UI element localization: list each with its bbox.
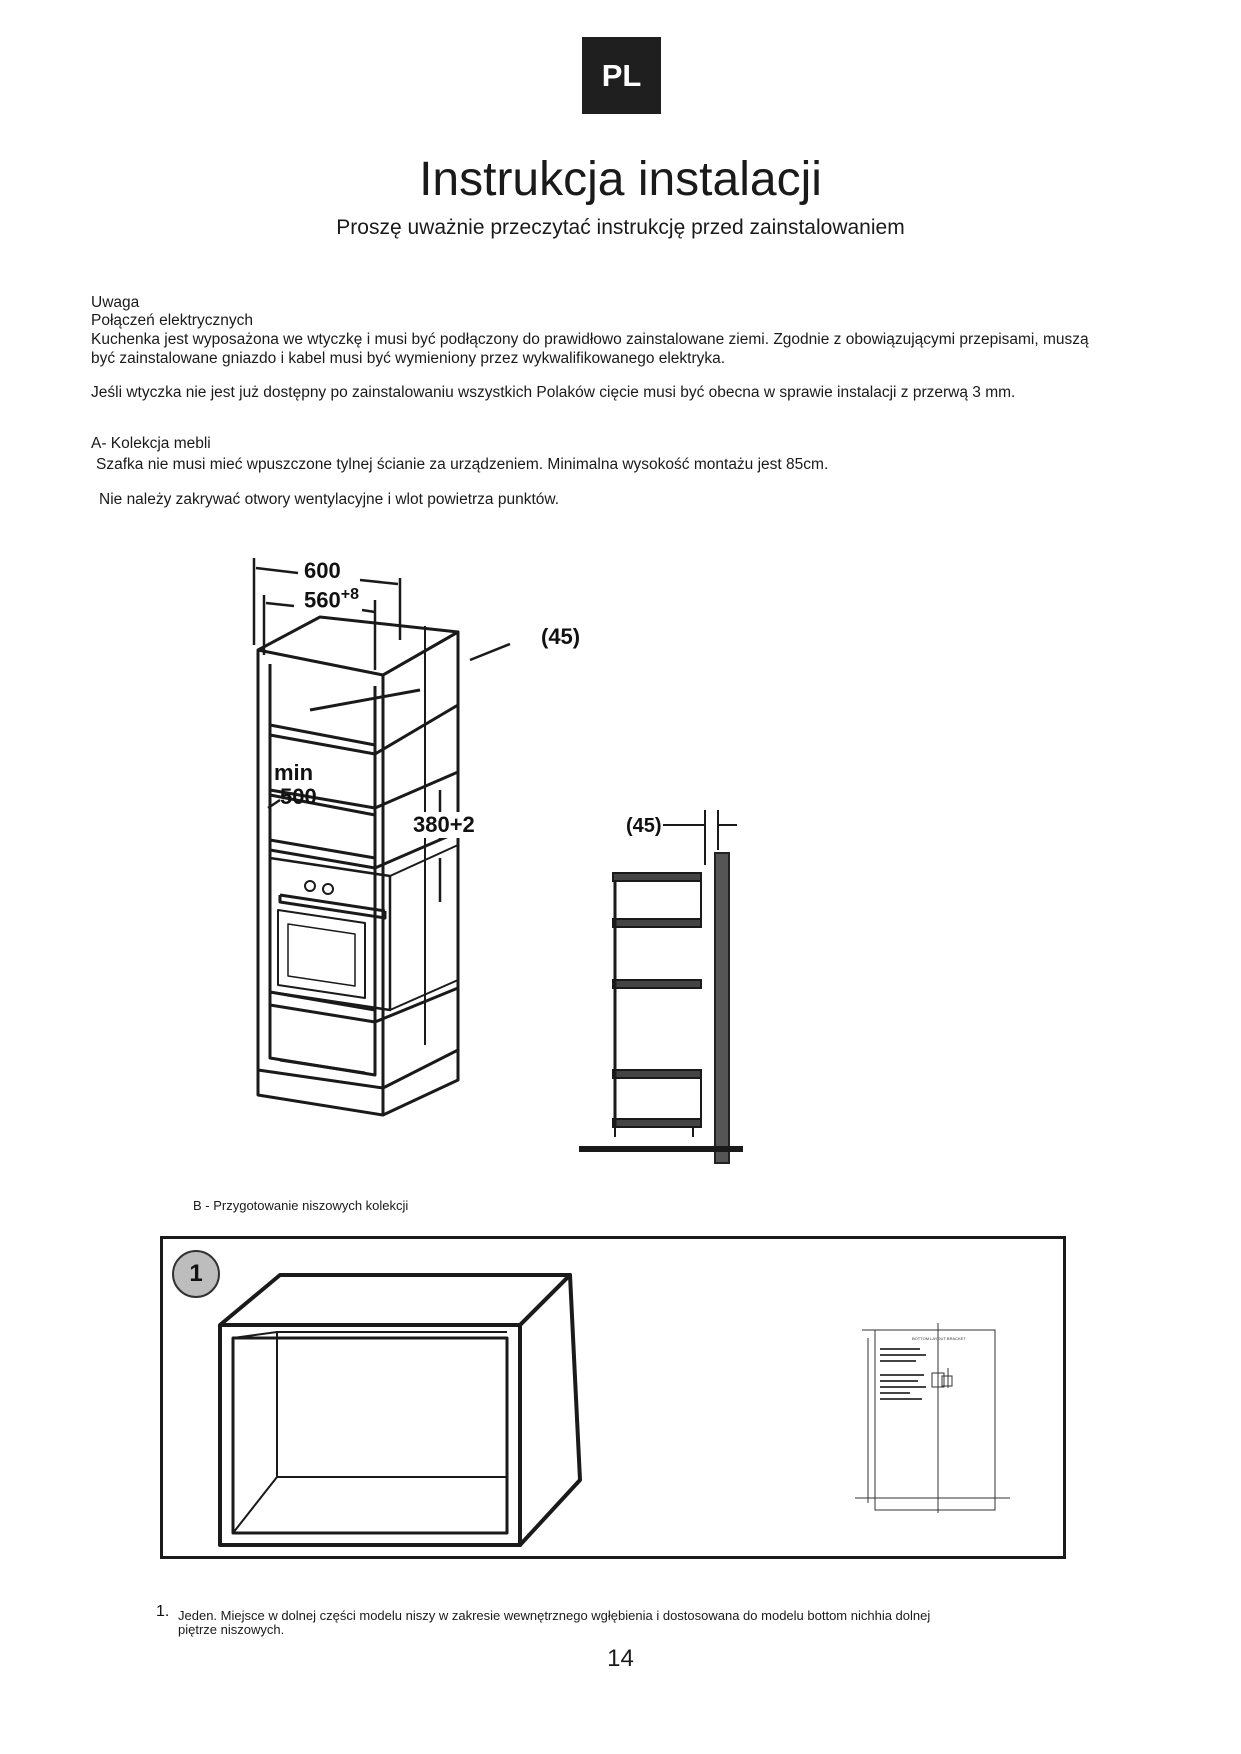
dim-gap-45-top: (45): [541, 624, 581, 649]
notice-subheading: Połączeń elektrycznych: [91, 312, 253, 329]
language-badge: PL: [582, 37, 661, 114]
notice-paragraph-1-line-2: być zainstalowane gniazdo i kabel musi być wymieniony przez wykwalifikowanego elektryka.: [91, 350, 726, 367]
footnote-text: [178, 1609, 1078, 1637]
footnote-line-2: piętrze niszowych.: [178, 1622, 285, 1637]
step-number-badge: 1: [172, 1250, 220, 1298]
footnote-number: 1.: [156, 1603, 170, 1620]
notice-paragraph-1-line-1: Kuchenka jest wyposażona we wtyczkę i musi być podłączony do prawidłowo zainstalowane ziemi. Zgodnie z obowiązującymi przepisami, muszą: [91, 331, 1089, 348]
section-a-line-2: Nie należy zakrywać otwory wentylacyjne i wlot powietrza punktów.: [99, 491, 560, 508]
section-a-line-1: Szafka nie musi mieć wpuszczone tylnej ścianie za urządzeniem. Minimalna wysokość montażu jest 85cm.: [96, 456, 829, 473]
notice-heading: Uwaga: [91, 294, 140, 311]
dim-min-value: 500: [280, 784, 317, 809]
dim-inner-width-tolerance: +8: [340, 586, 359, 603]
side-view-diagram: [575, 805, 745, 1165]
dim-min-label: min: [274, 760, 314, 785]
bracket-technical-thumbnail: [850, 1318, 1010, 1518]
footnote-line-1: Jeden. Miejsce w dolnej części modelu niszy w zakresie wewnętrznego wgłębienia i dostosowana do modelu bottom nichhia dolnej: [178, 1608, 931, 1623]
page-subtitle: Proszę uważnie przeczytać instrukcję przed zainstalowaniem: [336, 216, 905, 239]
notice-paragraph-1: [91, 330, 1171, 368]
section-a-heading: A- Kolekcja mebli: [91, 435, 211, 452]
notice-paragraph-2: Jeśli wtyczka nie jest już dostępny po zainstalowaniu wszystkich Polaków cięcie musi być obecna w sprawie instalacji z przerwą 3 mm.: [91, 384, 1016, 401]
page-number: 14: [607, 1645, 634, 1672]
dim-gap-45-side: (45): [626, 815, 662, 837]
niche-box-illustration: [205, 1270, 585, 1560]
section-b-caption: B - Przygotowanie niszowych kolekcji: [193, 1198, 409, 1213]
dim-inner-width: [304, 586, 359, 613]
page-title: Instrukcja instalacji: [419, 153, 822, 206]
dim-opening-height: 380+2: [413, 812, 475, 837]
dim-inner-width-base: 560: [304, 587, 341, 613]
dim-width-600: 600: [304, 558, 341, 583]
bracket-thumbnail-title: BOTTOM LAYOUT BRACKET: [912, 1336, 966, 1341]
